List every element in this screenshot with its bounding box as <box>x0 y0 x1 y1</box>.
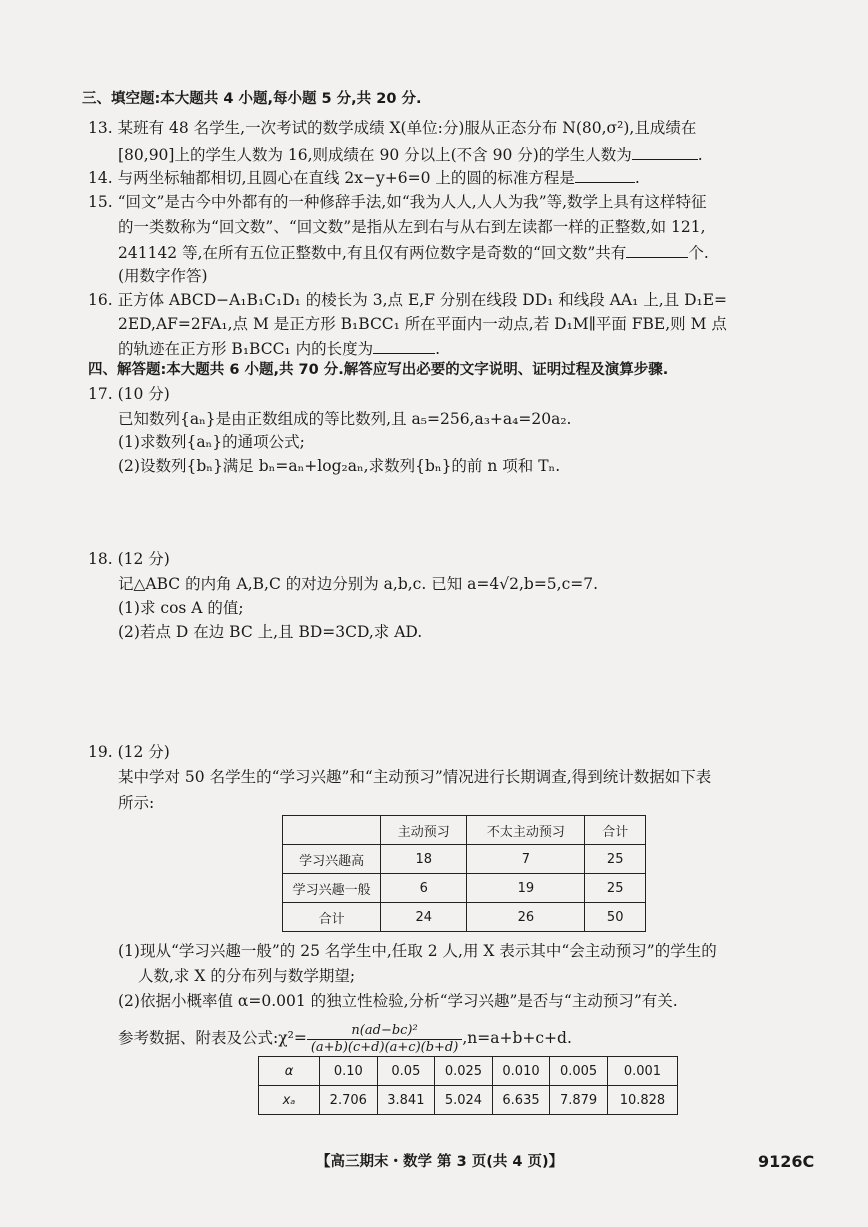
table-cell: xₐ <box>259 1086 320 1115</box>
q15-line1: 15. “回文”是古今中外都有的一种修辞手法,如“我为人人,人人为我”等,数学上具有这样特征 <box>88 193 707 211</box>
table-cell: 3.841 <box>377 1086 435 1115</box>
table-cell: 26 <box>467 903 585 932</box>
table-cell: 2.706 <box>320 1086 378 1115</box>
paper-code: 9126C <box>758 1152 815 1171</box>
table-cell: 学习兴趣高 <box>283 845 381 874</box>
table-row <box>283 845 646 874</box>
survey-table <box>282 815 646 932</box>
q14-line1: 14. 与两坐标轴都相切,且圆心在直线 2x−y+6=0 上的圆的标准方程是 . <box>88 166 640 189</box>
q13-answer-blank <box>632 143 698 160</box>
q16-line2: 2ED,AF=2FA₁,点 M 是正方形 B₁BCC₁ 所在平面内一动点,若 D₁M∥平面 FBE,则 M 点 <box>118 315 727 333</box>
q18-line1: 记△ABC 的内角 A,B,C 的对边分别为 a,b,c. 已知 a=4√2,b=5,c=7. <box>118 575 599 593</box>
chi-square-fraction: $\frac{\text{n(ad−bc)²}}{(a+b)(c+d)(a+c)(b+d)}$ <box>307 1023 463 1056</box>
table-cell: 25 <box>585 874 646 903</box>
table-header-row <box>283 816 646 845</box>
table-cell: 0.10 <box>320 1057 378 1086</box>
q13-line1: 13. 某班有 48 名学生,一次考试的数学成绩 X(单位:分)服从正态分布 N(80,σ²),且成绩在 <box>88 119 697 137</box>
q14-answer-blank <box>575 166 635 183</box>
q15-line3: 241142 等,在所有五位正整数中,有且仅有两位数字是奇数的“回文数”共有 个. <box>118 241 709 264</box>
table-cell: α <box>259 1057 320 1086</box>
table-row <box>283 874 646 903</box>
q18-line2: (1)求 cos A 的值; <box>118 599 244 617</box>
q18-title: 18. (12 分) <box>88 550 170 568</box>
q16-line1: 16. 正方体 ABCD−A₁B₁C₁D₁ 的棱长为 3,点 E,F 分别在线段 DD₁ 和线段 AA₁ 上,且 D₁E= <box>88 291 728 309</box>
table-cell: 主动预习 <box>381 816 467 845</box>
q19-title: 19. (12 分) <box>88 743 170 761</box>
table-cell: 50 <box>585 903 646 932</box>
table-row <box>259 1057 678 1086</box>
q16-line3: 的轨迹在正方形 B₁BCC₁ 内的长度为 . <box>118 337 440 360</box>
q17-line2: (1)求数列{aₙ}的通项公式; <box>118 433 305 451</box>
q19-line1: 某中学对 50 名学生的“学习兴趣”和“主动预习”情况进行长期调查,得到统计数据如下表 <box>118 768 712 786</box>
table-cell: 0.010 <box>492 1057 550 1086</box>
table-row <box>259 1086 678 1115</box>
table-cell: 合计 <box>585 816 646 845</box>
q17-line1: 已知数列{aₙ}是由正数组成的等比数列,且 a₅=256,a₃+a₄=20a₂. <box>118 410 572 428</box>
q15-line4: (用数字作答) <box>118 267 208 285</box>
q17-title: 17. (10 分) <box>88 385 170 403</box>
table-cell: 19 <box>467 874 585 903</box>
q19-part1-line1: (1)现从“学习兴趣一般”的 25 名学生中,任取 2 人,用 X 表示其中“会主动预习”的学生的 <box>118 942 717 960</box>
table-cell: 6.635 <box>492 1086 550 1115</box>
table-cell: 学习兴趣一般 <box>283 874 381 903</box>
table-cell: 0.001 <box>607 1057 677 1086</box>
q19-part2: (2)依据小概率值 α=0.001 的独立性检验,分析“学习兴趣”是否与“主动预习”有关. <box>118 992 678 1010</box>
critical-value-table <box>258 1056 678 1115</box>
table-cell: 24 <box>381 903 467 932</box>
q17-line3: (2)设数列{bₙ}满足 bₙ=aₙ+log₂aₙ,求数列{bₙ}的前 n 项和 Tₙ. <box>118 457 561 475</box>
table-cell: 7 <box>467 845 585 874</box>
q15-answer-blank <box>626 241 688 258</box>
table-cell: 0.025 <box>435 1057 493 1086</box>
table-cell: 0.05 <box>377 1057 435 1086</box>
table-cell: 合计 <box>283 903 381 932</box>
q19-line2: 所示: <box>118 794 155 812</box>
table-cell: 10.828 <box>607 1086 677 1115</box>
table-cell: 18 <box>381 845 467 874</box>
q15-line2: 的一类数称为“回文数”、“回文数”是指从左到右与从右到左读都一样的正整数,如 121, <box>118 218 706 236</box>
section4-heading: 四、解答题:本大题共 6 小题,共 70 分.解答应写出必要的文字说明、证明过程及演算步骤. <box>88 362 669 378</box>
table-cell: 7.879 <box>550 1086 608 1115</box>
section3-heading: 三、填空题:本大题共 4 小题,每小题 5 分,共 20 分. <box>82 91 422 107</box>
table-cell <box>283 816 381 845</box>
page-footer: 【高三期末・数学 第 3 页(共 4 页)】 <box>316 1154 564 1170</box>
table-cell: 25 <box>585 845 646 874</box>
q19-formula-line: 参考数据、附表及公式:χ²= $\frac{\text{n(ad−bc)²}}{(a+b)(c+d)(a+c)(b+d)}$ ,n=a+b+c+d. <box>118 1022 572 1055</box>
q18-line3: (2)若点 D 在边 BC 上,且 BD=3CD,求 AD. <box>118 623 423 641</box>
table-row <box>283 903 646 932</box>
table-cell: 0.005 <box>550 1057 608 1086</box>
q13-line2: [80,90]上的学生人数为 16,则成绩在 90 分以上(不含 90 分)的学生人数为 . <box>118 143 703 166</box>
q19-part1-line2: 人数,求 X 的分布列与数学期望; <box>138 967 356 985</box>
table-cell: 不太主动预习 <box>467 816 585 845</box>
table-cell: 6 <box>381 874 467 903</box>
table-cell: 5.024 <box>435 1086 493 1115</box>
q16-answer-blank <box>373 337 435 354</box>
